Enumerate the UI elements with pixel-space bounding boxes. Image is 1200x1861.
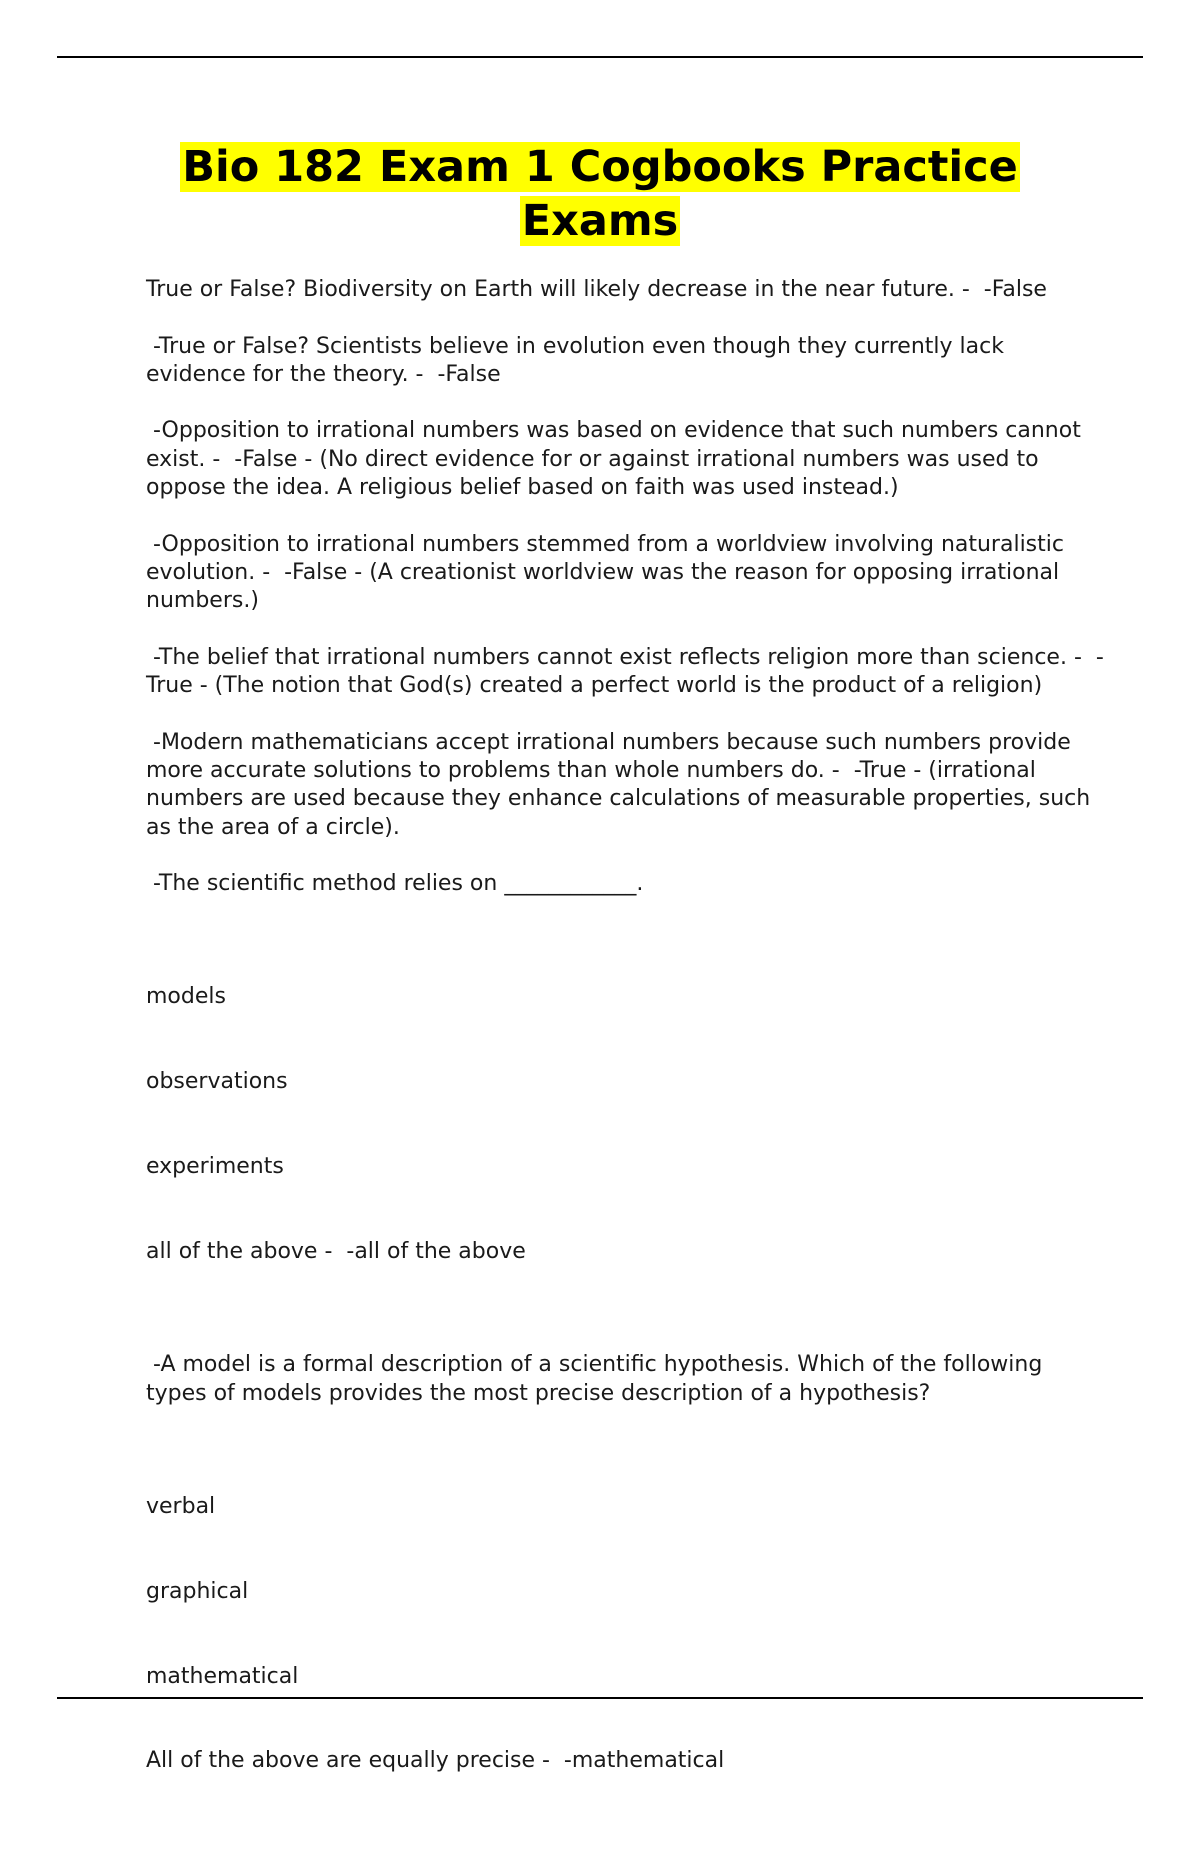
- question-6: -Modern mathematicians accept irrational numbers because such numbers provide more accurate solutions to problems than whole numbers do. - -True - (irrational numbers are used because they enhance calculations of measurable properties, such as the area of a circle).: [146, 729, 1098, 840]
- top-rule: [57, 56, 1143, 58]
- title-line-2: Exams: [521, 196, 679, 246]
- option-item-answer: all of the above - -all of the above: [146, 1239, 526, 1265]
- option-item: graphical: [146, 1578, 249, 1604]
- question-4: -Opposition to irrational numbers stemmed from a worldview involving naturalistic evolution. - -False - (A creationist worldview was the reason for opposing irrational numbers.): [146, 531, 1071, 614]
- question-8-options: [146, 1436, 1106, 1832]
- option-item-answer: All of the above are equally precise - -mathematical: [146, 1748, 725, 1774]
- question-3: -Opposition to irrational numbers was based on evidence that such numbers cannot exist. - -False - (No direct evidence for or against irrational numbers was used to oppose the idea. A religious belief based on faith was used instead.): [146, 418, 1088, 501]
- option-item: models: [146, 984, 226, 1010]
- option-item: mathematical: [146, 1663, 299, 1689]
- document-title: [100, 140, 1100, 248]
- title-line-1: Bio 182 Exam 1 Cogbooks Practice: [182, 142, 1018, 192]
- question-1: True or False? Biodiversity on Earth will likely decrease in the near future. - -False: [146, 277, 1047, 302]
- question-list: [146, 276, 1106, 1861]
- question-8: -A model is a formal description of a scientific hypothesis. Which of the following types of models provides the most precise description of a hypothesis?: [146, 1352, 1050, 1406]
- question-5: -The belief that irrational numbers cannot exist reflects religion more than science. - -True - (The notion that God(s) created a perfect world is the product of a religion): [146, 644, 1104, 699]
- question-2: -True or False? Scientists believe in evolution even though they currently lack evidence for the theory. - -False: [146, 333, 1011, 387]
- option-item: observations: [146, 1069, 288, 1095]
- option-item: verbal: [146, 1493, 216, 1519]
- bottom-rule: [57, 1697, 1143, 1699]
- question-7: -The scientific method relies on ____________.: [146, 871, 644, 897]
- question-7-options: [146, 927, 1106, 1323]
- option-item: experiments: [146, 1154, 284, 1180]
